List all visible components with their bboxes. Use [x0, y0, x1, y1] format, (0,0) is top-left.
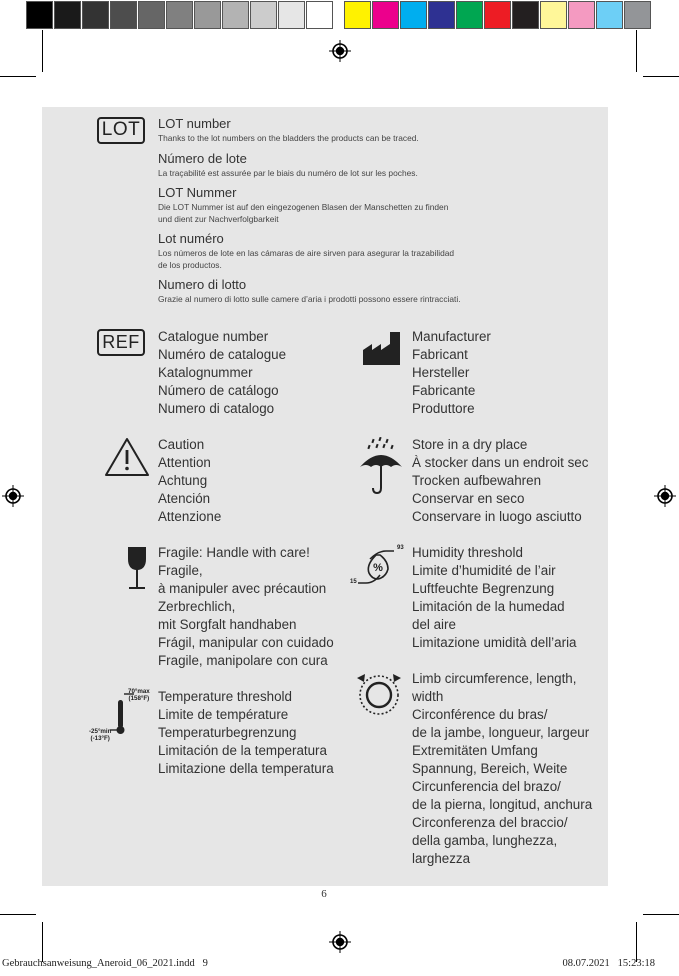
dry-line: Store in a dry place [412, 437, 528, 452]
humidity-line: del aire [412, 617, 456, 632]
lot-detail: und dient zur Nachverfolgbarkeit [158, 214, 279, 224]
crop-mark [42, 30, 43, 72]
registration-mark-icon [329, 931, 351, 953]
limb-line: de la jambe, longueur, largeur [412, 725, 590, 740]
manufacturer-icon [362, 330, 402, 366]
humidity-line: Limitación de la humedad [412, 599, 565, 614]
ref-line: Numero di catalogo [158, 401, 275, 416]
temperature-line: Temperaturbegrenzung [158, 725, 297, 740]
fragile-line: à manipuler avec précaution [158, 581, 327, 596]
process-color-swatch [400, 1, 427, 29]
lot-entry [158, 185, 598, 225]
humidity-line: Limite d’humidité de l’air [412, 563, 556, 578]
limb-line: Limb circumference, length, [412, 671, 577, 686]
lot-entry [158, 231, 598, 271]
crop-mark [643, 76, 679, 77]
caution-line: Atención [158, 491, 211, 506]
temperature-line: Limite de température [158, 707, 289, 722]
limb-line: width [412, 689, 444, 704]
dry-line: Conservare in luogo asciutto [412, 509, 582, 524]
lot-description [158, 116, 598, 305]
gray-swatch [26, 1, 53, 29]
humidity-max-label: 93 [397, 545, 404, 551]
limb-line: Circonférence du bras/ [412, 707, 548, 722]
manufacturer-line: Manufacturer [412, 329, 491, 344]
manufacturer-line: Fabricante [412, 383, 476, 398]
lot-detail: de los productos. [158, 260, 222, 270]
caution-triangle-icon [104, 436, 150, 478]
fragile-line: Zerbrechlich, [158, 599, 236, 614]
gray-swatch [194, 1, 221, 29]
manufacturer-line: Hersteller [412, 365, 470, 380]
temperature-line: Temperature threshold [158, 689, 292, 704]
ref-line: Katalognummer [158, 365, 253, 380]
process-color-swatch [456, 1, 483, 29]
page-number: 6 [321, 888, 327, 900]
crop-mark [643, 914, 679, 915]
ref-line: Numéro de catalogue [158, 347, 287, 362]
process-color-swatch [428, 1, 455, 29]
gray-swatch [82, 1, 109, 29]
crop-mark [0, 914, 36, 915]
temperature-min-label [89, 728, 111, 742]
ref-line: Catalogue number [158, 329, 269, 344]
temperature-line: Limitazione della temperatura [158, 761, 334, 776]
temperature-max-label [128, 688, 150, 702]
fragile-line: mit Sorgfalt handhaben [158, 617, 297, 632]
fragile-line: Fragile: Handle with care! [158, 545, 310, 560]
limb-line: larghezza [412, 851, 471, 866]
limb-line: Spannung, Bereich, Weite [412, 761, 568, 776]
humidity-icon [350, 545, 406, 589]
dry-line: Trocken aufbewahren [412, 473, 542, 488]
temperature-min-f: (-13°F) [90, 735, 110, 742]
gray-swatch [166, 1, 193, 29]
slug-filename: Gebrauchsanweisung_Aneroid_06_2021.indd 9 [2, 958, 208, 969]
humidity-line: Luftfeuchte Begrenzung [412, 581, 555, 596]
temperature-min-c: -25°min [89, 728, 112, 735]
limb-text [412, 670, 592, 868]
process-color-swatch [344, 1, 371, 29]
registration-mark-icon [329, 40, 351, 62]
registration-mark-icon [2, 485, 24, 507]
crop-mark [636, 30, 637, 72]
gray-swatch [250, 1, 277, 29]
process-color-swatch [512, 1, 539, 29]
limb-line: de la pierna, longitud, anchura [412, 797, 593, 812]
fragile-line: Fragile, [158, 563, 203, 578]
ref-text [158, 328, 286, 418]
gray-swatch [138, 1, 165, 29]
fragile-line: Frágil, manipular con cuidado [158, 635, 334, 650]
lot-heading: LOT number [158, 116, 231, 131]
temperature-line: Limitación de la temperatura [158, 743, 327, 758]
dry-text [412, 436, 588, 526]
fragile-line: Fragile, manipolare con cura [158, 653, 328, 668]
lot-heading: Lot numéro [158, 231, 224, 246]
limb-line: Extremitäten Umfang [412, 743, 538, 758]
humidity-text [412, 544, 577, 652]
slug-timestamp: 08.07.2021 15:23:18 [562, 958, 655, 969]
caution-text [158, 436, 221, 526]
crop-mark [636, 922, 637, 962]
limb-line: Circunferencia del brazo/ [412, 779, 561, 794]
humidity-min-label: 15 [350, 579, 357, 585]
ref-badge-label: REF [102, 332, 140, 352]
lot-badge-label: LOT [101, 119, 141, 140]
limb-line: Circonferenza del braccio/ [412, 815, 568, 830]
lot-heading: Número de lote [158, 151, 247, 166]
crop-mark [0, 76, 36, 77]
lot-heading: LOT Nummer [158, 185, 237, 200]
humidity-line: Humidity threshold [412, 545, 523, 560]
lot-detail: Die LOT Nummer ist auf den eingezogenen Blasen der Manschetten zu finden [158, 202, 449, 212]
humidity-line: Limitazione umidità dell’aria [412, 635, 577, 650]
limb-line: della gamba, lunghezza, [412, 833, 558, 848]
lot-heading: Numero di lotto [158, 277, 247, 292]
process-color-swatch [596, 1, 623, 29]
lot-entry [158, 116, 598, 144]
registration-mark-icon [654, 485, 676, 507]
lot-detail: Thanks to the lot numbers on the bladders the products can be traced. [158, 133, 419, 143]
gray-swatch [222, 1, 249, 29]
caution-line: Caution [158, 437, 205, 452]
dry-line: À stocker dans un endroit sec [412, 455, 589, 470]
caution-line: Attenzione [158, 509, 222, 524]
lot-detail: La traçabilité est assurée par le biais du numéro de lot sur les poches. [158, 168, 418, 178]
process-color-swatch [624, 1, 651, 29]
ref-symbol [97, 329, 145, 356]
temperature-symbol [88, 688, 156, 744]
temperature-max-f: (158°F) [128, 695, 150, 702]
lot-symbol [97, 117, 145, 144]
lot-entry [158, 277, 598, 305]
manufacturer-line: Fabricant [412, 347, 468, 362]
manufacturer-text [412, 328, 491, 418]
fragile-glass-icon [124, 545, 150, 591]
gray-swatch [110, 1, 137, 29]
gray-swatch [54, 1, 81, 29]
manufacturer-line: Produttore [412, 401, 475, 416]
process-color-swatch [540, 1, 567, 29]
process-color-swatch [484, 1, 511, 29]
temperature-text [158, 688, 334, 778]
svg-text:%: % [373, 562, 383, 574]
dry-line: Conservar en seco [412, 491, 525, 506]
process-color-swatch [372, 1, 399, 29]
process-color-swatch [568, 1, 595, 29]
humidity-symbol [350, 545, 406, 589]
lot-detail: Grazie al numero di lotto sulle camere d’aria i prodotti possono essere rintracciati. [158, 294, 461, 304]
caution-line: Attention [158, 455, 211, 470]
gray-swatch [306, 1, 333, 29]
lot-detail: Los números de lote en las cámaras de aire sirven para asegurar la trazabilidad [158, 248, 455, 258]
temperature-max-c: 70°max [128, 688, 150, 695]
caution-line: Achtung [158, 473, 208, 488]
lot-entry [158, 151, 598, 179]
limb-circumference-icon [355, 670, 403, 718]
fragile-text [158, 544, 334, 670]
gray-swatch [278, 1, 305, 29]
ref-line: Número de catálogo [158, 383, 279, 398]
umbrella-keep-dry-icon [358, 437, 404, 495]
crop-mark [42, 922, 43, 962]
